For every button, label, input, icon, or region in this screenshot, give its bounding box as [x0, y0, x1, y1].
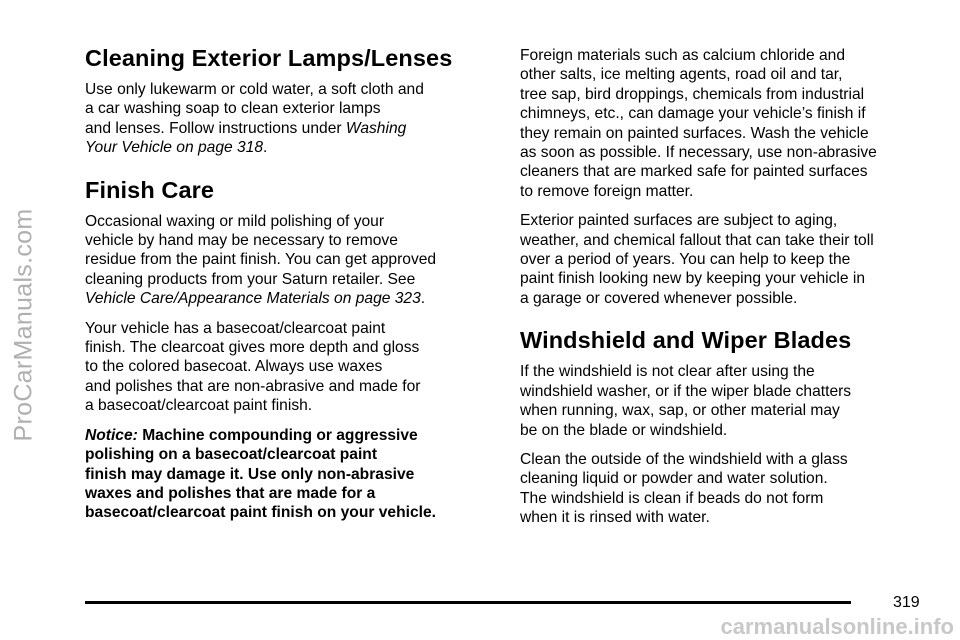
paragraph-text: Occasional waxing or mild polishing of your vehicle by hand may be necessary to remove residue from the paint finish. You can get approved cleaning products from your Saturn retailer. See — [85, 212, 437, 288]
paragraph-windshield-1: If the windshield is not clear after using the windshield washer, or if the wiper blade chatters when running, wax, sap, or other material may be on the blade or windshield. — [520, 363, 852, 439]
paragraph-windshield-2: Clean the outside of the windshield with a glass cleaning liquid or powder and water solution. The windshield is clean if beads do not form when it is rinsed with water. — [520, 450, 848, 527]
paragraph-finish-care-2: Your vehicle has a basecoat/clearcoat paint finish. The clearcoat gives more depth and gloss to the colored basecoat. Always use waxes and polishes that are non-abrasive and made for a basecoat/clearcoat paint finish. — [85, 319, 421, 415]
paragraph-finish-care-1 — [85, 212, 497, 309]
heading-finish-care: Finish Care — [85, 176, 215, 203]
notice-body: Machine compounding or aggressive polishing on a basecoat/clearcoat paint finish may damage it. Use only non-abrasive waxes and polishes that are made for a basecoat/clearcoat paint finish on your vehicle. — [85, 426, 436, 522]
paragraph-exterior-surfaces: Exterior painted surfaces are subject to aging, weather, and chemical fallout that can take their toll over a period of years. You can help to keep the paint finish looking new by keeping your vehicle in a garage or covered whenever possible. — [520, 212, 874, 307]
paragraph-foreign-materials: Foreign materials such as calcium chloride and other salts, ice melting agents, road oil and tar, tree sap, bird droppings, chemicals from industrial chimneys, etc., can damage your vehicle’s finish if they remain on painted surfaces. Wash the vehicle as soon as possible. If necessary, use non-abrasive cleaners that are marked safe for painted surfaces to remove foreign matter. — [520, 47, 877, 200]
heading-cleaning-lamps: Cleaning Exterior Lamps/Lenses — [85, 45, 453, 71]
heading-windshield-wipers: Windshield and Wiper Blades — [520, 327, 852, 354]
paragraph-cleaning-lamps — [85, 80, 497, 158]
footer-brand-watermark: carmanualsonline.info — [720, 614, 954, 639]
page-number: 319 — [893, 594, 920, 611]
notice-label: Notice: — [85, 426, 138, 444]
notice-block — [85, 426, 497, 523]
watermark-text: ProCarManuals.com — [9, 208, 38, 442]
paragraph-end: . — [263, 139, 268, 157]
paragraph-end: . — [420, 290, 426, 308]
cross-reference-appearance-materials: Vehicle Care/Appearance Materials on page 323 — [85, 290, 421, 308]
right-column — [520, 46, 932, 538]
left-column — [85, 44, 497, 533]
paragraph-text: Use only lukewarm or cold water, a soft cloth and a car washing soap to clean exterior lamps and lenses. Follow instructions under — [85, 81, 424, 137]
footer-rule — [85, 601, 851, 604]
side-watermark — [2, 0, 46, 640]
cross-reference-washing: Washing Your Vehicle on page 318 — [85, 119, 407, 157]
